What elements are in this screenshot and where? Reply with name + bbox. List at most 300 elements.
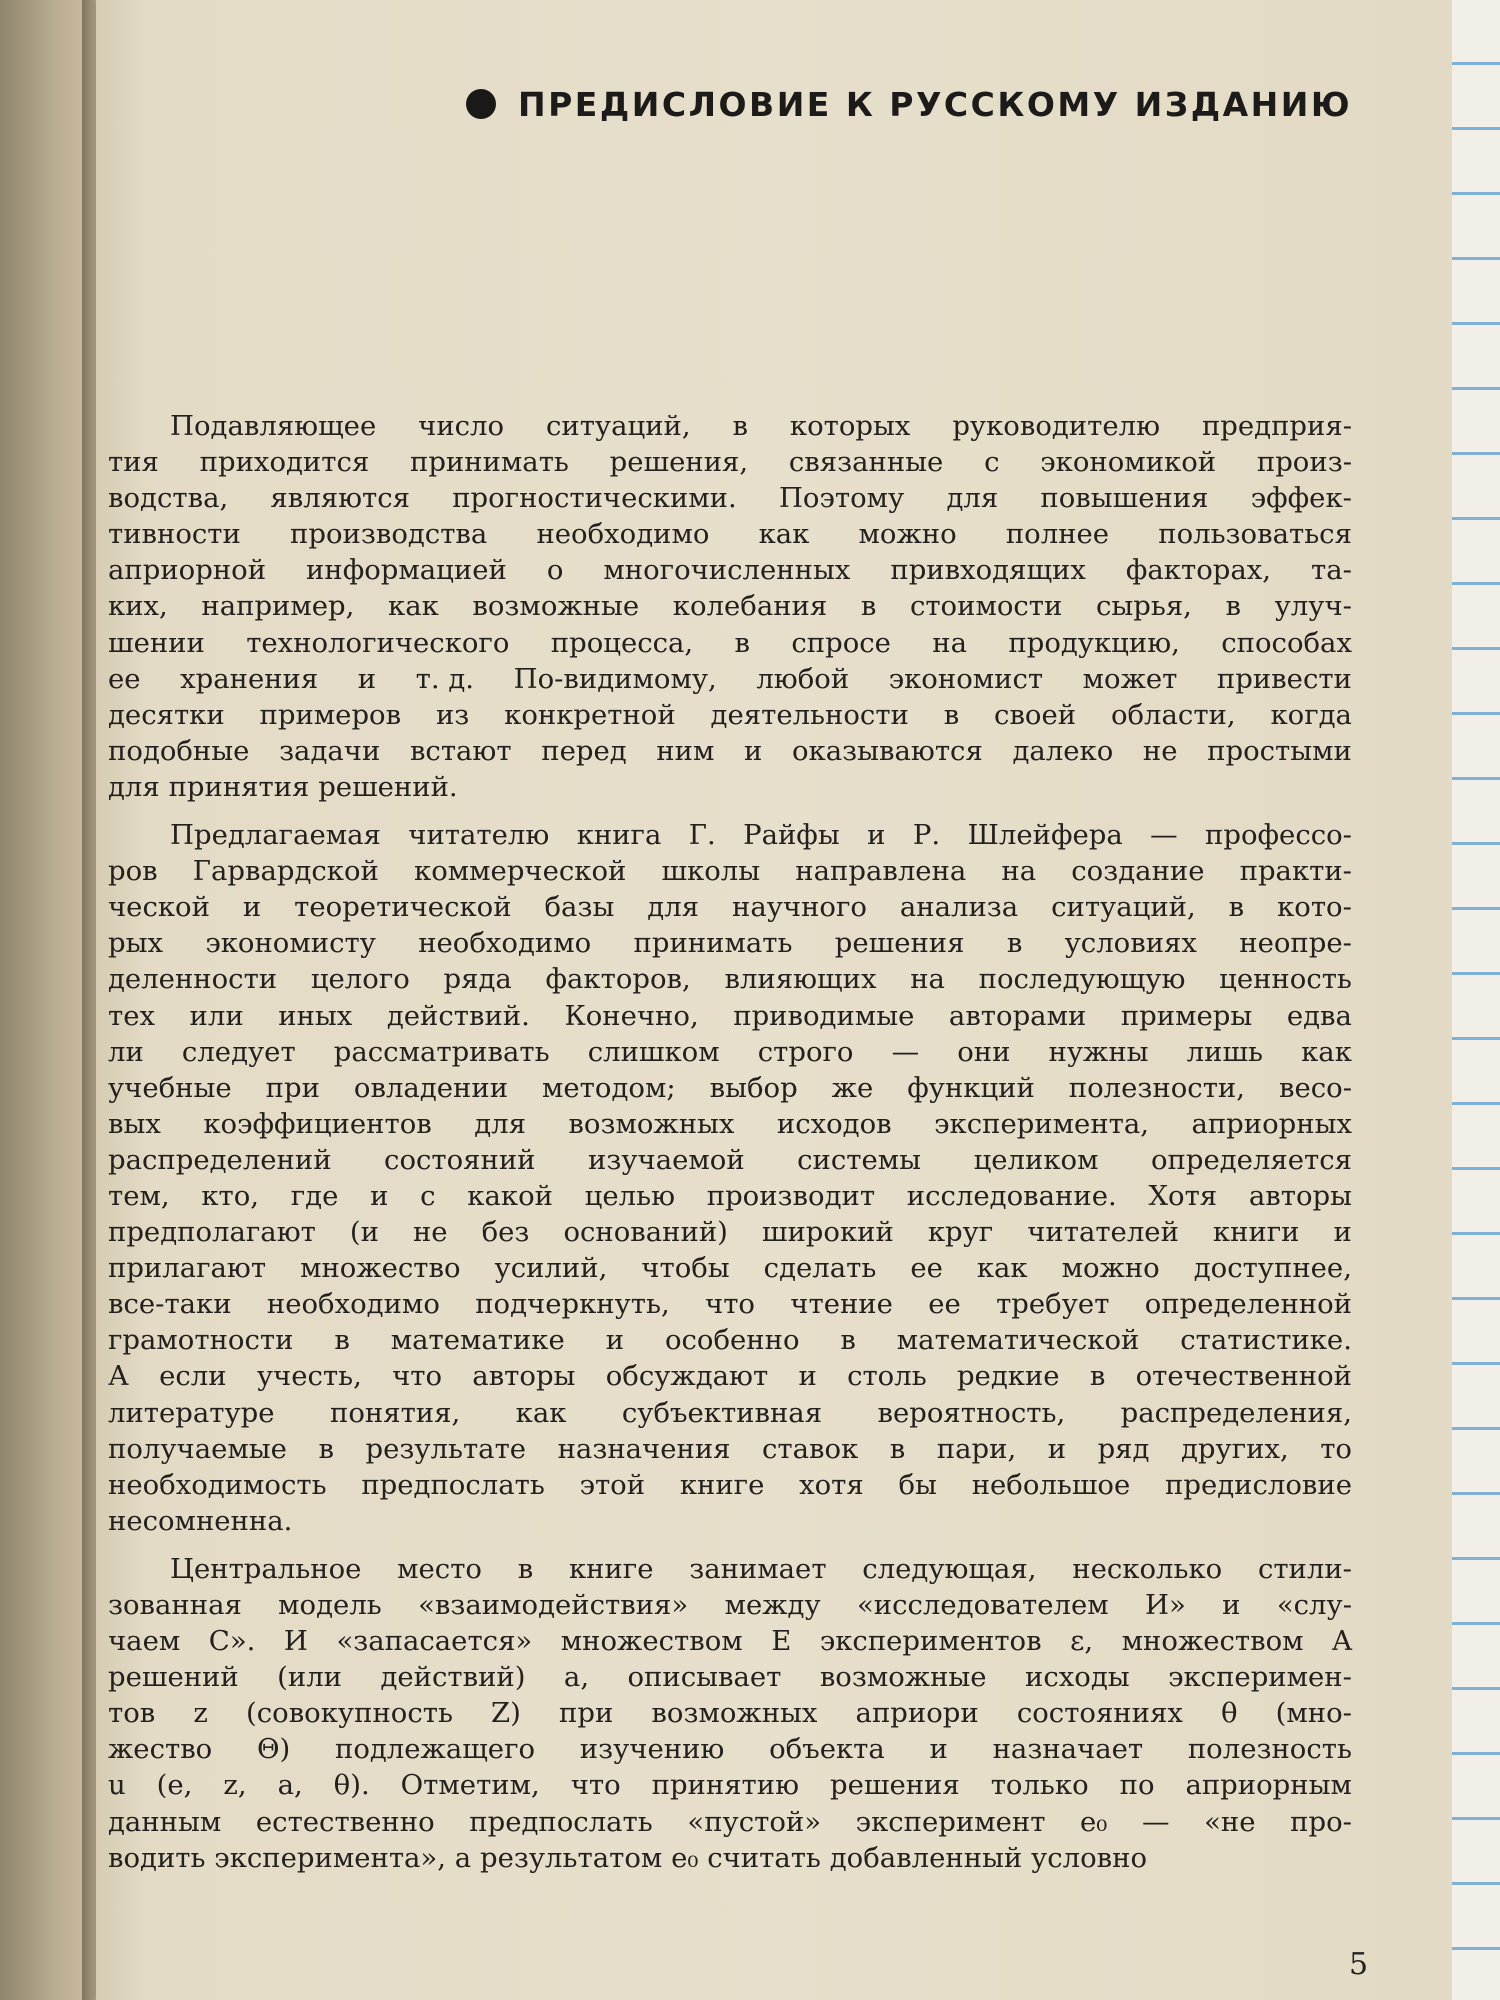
word: сделать	[763, 1252, 877, 1285]
word: весо-	[1278, 1071, 1352, 1104]
word: Центральное	[170, 1552, 362, 1585]
word: чтобы	[641, 1252, 730, 1285]
word: где	[290, 1179, 339, 1212]
text-line	[108, 1731, 1352, 1767]
word: стили-	[1257, 1552, 1352, 1585]
word: оказываются	[791, 734, 983, 767]
text-line	[108, 408, 1352, 444]
word: необходимо	[536, 518, 710, 551]
word: Подавляющее	[170, 410, 377, 442]
word: ним	[656, 734, 715, 767]
word: множеством	[1121, 1625, 1304, 1658]
text-line	[108, 769, 1352, 805]
word: эффек-	[1250, 482, 1352, 515]
word: что	[392, 1360, 443, 1393]
word: редкие	[956, 1360, 1060, 1393]
word: с	[420, 1179, 436, 1212]
word: и	[1333, 1216, 1352, 1249]
word: отечественной	[1135, 1360, 1352, 1393]
word: «исследователем	[856, 1589, 1109, 1621]
word: спросе	[791, 626, 891, 659]
word: —	[1141, 1805, 1170, 1838]
word: объекта	[769, 1733, 885, 1766]
word: в	[1225, 590, 1242, 623]
word: математической	[896, 1324, 1140, 1357]
word: и	[370, 1179, 389, 1212]
word: можно	[1061, 1252, 1160, 1285]
word: практи-	[1239, 855, 1352, 888]
word: в	[517, 1552, 534, 1585]
word: действий)	[380, 1661, 526, 1694]
word: А	[108, 1360, 129, 1393]
word: ее	[928, 1288, 961, 1321]
word: (e,	[156, 1769, 193, 1802]
word: неопре-	[1239, 927, 1352, 960]
word: состояниях	[1016, 1697, 1183, 1730]
text-line	[108, 588, 1352, 624]
word: и	[357, 662, 377, 695]
word: принятию	[651, 1769, 800, 1802]
word: широкий	[761, 1216, 894, 1249]
word: экономисту	[205, 927, 376, 960]
word: та-	[1311, 554, 1352, 587]
word: следующая,	[862, 1552, 1037, 1585]
word: строго	[757, 1035, 854, 1068]
word: при	[559, 1697, 614, 1730]
word: e₀	[671, 1841, 699, 1874]
word: приходится	[199, 446, 370, 479]
word: подобные	[108, 734, 250, 767]
word: и	[1222, 1589, 1241, 1621]
text-line	[108, 1767, 1352, 1803]
word: состояний	[384, 1143, 536, 1176]
text-line	[108, 1659, 1352, 1695]
body-text	[108, 408, 1352, 1876]
word: коэффициентов	[203, 1107, 432, 1140]
word: в	[334, 1324, 350, 1357]
word: Отметим,	[400, 1769, 540, 1802]
text-line	[108, 1070, 1352, 1106]
text-line	[108, 1034, 1352, 1070]
word: многочисленных	[603, 554, 851, 587]
word: перед	[541, 734, 627, 767]
word: ситуаций,	[545, 410, 691, 442]
word: и	[744, 734, 763, 767]
word: зованная	[108, 1589, 242, 1621]
text-line	[108, 1467, 1352, 1503]
word: С».	[208, 1625, 256, 1658]
word: Хотя	[1148, 1179, 1218, 1212]
text-line	[108, 1623, 1352, 1659]
word: приводимые	[733, 999, 915, 1032]
word: без	[481, 1216, 530, 1249]
word: z,	[223, 1769, 247, 1802]
word: ческой	[108, 891, 210, 924]
text-line	[108, 444, 1352, 480]
word: решений	[108, 1661, 239, 1694]
word: методом;	[542, 1071, 676, 1104]
word: θ	[1220, 1697, 1238, 1730]
word: десятки	[108, 698, 225, 731]
word: книге	[568, 1552, 654, 1585]
word: только	[990, 1769, 1089, 1802]
word: и	[867, 819, 886, 852]
word: произ-	[1256, 446, 1352, 479]
word: следует	[181, 1035, 296, 1068]
word: условно	[1031, 1841, 1148, 1874]
word: информацией	[306, 554, 507, 587]
word: производства	[290, 518, 488, 551]
word: на	[932, 626, 968, 659]
word: как	[976, 1252, 1028, 1285]
word: что	[570, 1769, 621, 1802]
word: назначает	[992, 1733, 1144, 1766]
word: результатом	[480, 1841, 663, 1874]
text-line	[108, 697, 1352, 733]
word: научного	[731, 891, 867, 924]
word: принимать	[410, 446, 569, 479]
word: в	[732, 410, 748, 442]
word: любой	[756, 662, 850, 695]
text-line	[108, 1587, 1352, 1623]
word: возможных	[651, 1697, 818, 1730]
word: на	[1001, 855, 1037, 888]
word: и	[929, 1733, 948, 1766]
text-line	[108, 480, 1352, 516]
text-line	[108, 925, 1352, 961]
word: Гарвардской	[192, 855, 379, 888]
text-line	[108, 1840, 1352, 1876]
word: усилий,	[494, 1252, 608, 1285]
word: прилагают	[108, 1252, 267, 1285]
word: множество	[300, 1252, 461, 1285]
word: ставок	[762, 1432, 859, 1465]
paragraph-gap	[108, 805, 1352, 817]
text-line	[108, 889, 1352, 925]
word: факторов,	[545, 963, 691, 996]
word: то	[1320, 1432, 1352, 1465]
word: a,	[277, 1769, 303, 1802]
word: понятия,	[330, 1396, 461, 1429]
word: нужны	[1048, 1035, 1149, 1068]
word: привходящих	[890, 554, 1086, 587]
word: И	[283, 1625, 308, 1658]
word: принятия	[168, 770, 310, 803]
word: учебные	[108, 1071, 232, 1104]
word: ε,	[1070, 1625, 1094, 1658]
word: z	[193, 1697, 208, 1730]
word: «пустой»	[687, 1805, 822, 1838]
text-line	[108, 961, 1352, 997]
word: «не	[1204, 1805, 1256, 1838]
word: подлежащего	[334, 1733, 536, 1766]
word: оснований)	[563, 1216, 728, 1249]
chapter-title: ПРЕДИСЛОВИЕ К РУССКОМУ ИЗДАНИЮ	[518, 84, 1353, 124]
word: (мно-	[1275, 1697, 1352, 1730]
word: полнее	[1005, 518, 1110, 551]
word: ряд	[1097, 1432, 1150, 1465]
word: авторы	[472, 1360, 576, 1393]
word: априори	[855, 1697, 979, 1730]
word: т. д.	[415, 662, 475, 695]
word: ценность	[1219, 963, 1352, 996]
word: для	[108, 770, 160, 803]
word: других,	[1180, 1432, 1289, 1465]
word: Предлагаемая	[170, 819, 381, 852]
bullet-icon	[466, 89, 496, 119]
word: какой	[467, 1179, 553, 1212]
word: u	[108, 1769, 126, 1802]
word: возможные	[819, 1661, 987, 1694]
word: естественно	[255, 1805, 435, 1838]
word: в	[840, 1324, 856, 1357]
word: Шлейфера	[967, 819, 1123, 852]
word: создание	[1071, 855, 1205, 888]
word: решения,	[609, 446, 749, 479]
word: с	[984, 446, 1000, 479]
word: книга	[576, 819, 662, 852]
word: жество	[108, 1733, 213, 1766]
page-number: 5	[1349, 1947, 1369, 1982]
word: «слу-	[1276, 1589, 1352, 1621]
word: особенно	[664, 1324, 800, 1357]
text-line	[108, 817, 1352, 853]
word: профессо-	[1205, 819, 1352, 852]
word: а	[454, 1841, 472, 1874]
text-line	[108, 516, 1352, 552]
word: как	[1301, 1035, 1352, 1068]
word: улуч-	[1274, 590, 1352, 623]
word: чаем	[108, 1625, 181, 1658]
word: как	[758, 518, 810, 551]
word: можно	[858, 518, 957, 551]
word: базы	[544, 891, 615, 924]
word: ситуаций,	[1051, 891, 1196, 924]
word: целого	[310, 963, 410, 996]
word: когда	[1270, 698, 1352, 731]
word: исследование.	[906, 1179, 1117, 1212]
text-line	[108, 1395, 1352, 1431]
word: определенной	[1144, 1288, 1352, 1321]
word: для	[647, 891, 700, 924]
word: Райфы	[743, 819, 840, 852]
word: встают	[409, 734, 512, 767]
word: в	[318, 1432, 334, 1465]
word: занимает	[689, 1552, 827, 1585]
word: решения	[834, 927, 965, 960]
word: экспериментов	[819, 1625, 1042, 1658]
word: A	[1332, 1625, 1352, 1658]
word: тех	[108, 999, 155, 1032]
word: простыми	[1207, 734, 1352, 767]
word: чтение	[790, 1288, 893, 1321]
text-line	[108, 1695, 1352, 1731]
word: прогностическими.	[452, 482, 737, 515]
word: —	[891, 1035, 920, 1068]
word: θ).	[333, 1769, 370, 1802]
word: Θ)	[256, 1733, 291, 1766]
word: условиях	[1064, 927, 1197, 960]
word: ее	[910, 1252, 943, 1285]
word: далеко	[1012, 734, 1114, 767]
word: доступнее,	[1193, 1252, 1352, 1285]
chapter-header	[466, 76, 1352, 132]
word: в	[943, 698, 960, 731]
word: исходы	[1025, 1661, 1130, 1694]
word: руководителю	[952, 410, 1161, 442]
word: не	[1142, 734, 1178, 767]
word: экономист	[888, 662, 1044, 695]
word: вых	[108, 1107, 161, 1140]
word: полезности,	[1068, 1071, 1245, 1104]
word: тивности	[108, 518, 241, 551]
word: ли	[108, 1035, 144, 1068]
word: теоретической	[294, 891, 512, 924]
word: полезность	[1187, 1733, 1352, 1766]
word: считать	[707, 1841, 821, 1874]
word: ряда	[443, 963, 512, 996]
word: необходимо	[418, 927, 592, 960]
word: последующую	[978, 963, 1186, 996]
word: способах	[1221, 626, 1352, 659]
word: добавленный	[829, 1841, 1023, 1874]
word: (совокупность	[246, 1697, 453, 1730]
word: они	[957, 1035, 1011, 1068]
word: Конечно,	[564, 999, 699, 1032]
word: (или	[277, 1661, 343, 1694]
word: книге	[679, 1468, 765, 1501]
word: водить	[108, 1841, 206, 1874]
text-line	[108, 1431, 1352, 1467]
word: из	[435, 698, 470, 731]
word: тов	[108, 1697, 156, 1730]
word: столь	[847, 1360, 927, 1393]
word: И»	[1145, 1589, 1186, 1621]
word: распределений	[108, 1143, 332, 1176]
text-line	[108, 1322, 1352, 1358]
word: необходимость	[108, 1468, 327, 1501]
word: «взаимодействия»	[418, 1589, 689, 1621]
word: бы	[898, 1468, 937, 1501]
word: функций	[907, 1071, 1035, 1104]
word: эксперимента»,	[214, 1841, 446, 1874]
word: анализа	[899, 891, 1019, 924]
word: хотя	[799, 1468, 864, 1501]
word: примеров	[259, 698, 402, 731]
word: и	[1047, 1432, 1067, 1465]
word: читателю	[408, 819, 550, 852]
word: конкретной	[504, 698, 676, 731]
word: Р.	[912, 819, 941, 852]
word: круг	[927, 1216, 994, 1249]
word: место	[397, 1552, 482, 1585]
word: книги	[1212, 1216, 1300, 1249]
word: выбор	[709, 1071, 798, 1104]
word: при	[265, 1071, 320, 1104]
word: как	[388, 590, 439, 623]
word: же	[831, 1071, 874, 1104]
word: и	[798, 1360, 817, 1393]
text-line	[108, 853, 1352, 889]
word: пользоваться	[1158, 518, 1352, 551]
word: e₀	[1080, 1805, 1108, 1838]
word: авторы	[1248, 1179, 1352, 1212]
word: эксперимен-	[1168, 1661, 1352, 1694]
word: эксперимент	[855, 1805, 1046, 1838]
word: априорной	[108, 554, 267, 587]
word: ких,	[108, 590, 168, 623]
word: решений.	[318, 770, 458, 803]
word: в	[1089, 1360, 1106, 1393]
word: действий.	[386, 999, 530, 1032]
word: деленности	[108, 963, 278, 996]
word: деятельности	[710, 698, 909, 731]
word: направлена	[795, 855, 967, 888]
word: авторами	[948, 999, 1087, 1032]
text-line	[108, 733, 1352, 769]
word: несомненна.	[108, 1504, 293, 1537]
word: статистике.	[1180, 1324, 1352, 1357]
word: области,	[1110, 698, 1236, 731]
word: предпослать	[361, 1468, 545, 1501]
word: колебания	[672, 590, 828, 623]
word: для	[946, 482, 999, 515]
word: в	[889, 1432, 906, 1465]
text-line	[108, 1142, 1352, 1178]
word: иных	[278, 999, 353, 1032]
text-line	[108, 1250, 1352, 1286]
text-line	[108, 661, 1352, 697]
word: число	[418, 410, 505, 442]
word: E	[771, 1625, 792, 1658]
word: про-	[1290, 1805, 1352, 1838]
word: множеством	[560, 1625, 743, 1658]
word: лишь	[1186, 1035, 1263, 1068]
word: экономикой	[1040, 446, 1217, 479]
text-line	[108, 998, 1352, 1034]
word: литературе	[108, 1396, 275, 1429]
text-line	[108, 1503, 1352, 1539]
word: модель	[278, 1589, 382, 1621]
word: ров	[108, 855, 158, 888]
word: пари,	[936, 1432, 1017, 1465]
text-line	[108, 1358, 1352, 1394]
word: в	[1006, 927, 1023, 960]
word: Z)	[491, 1697, 521, 1730]
word: требует	[996, 1288, 1110, 1321]
word: тия	[108, 446, 159, 479]
word: распределения,	[1120, 1396, 1352, 1429]
word: продукцию,	[1008, 626, 1180, 659]
word: небольшое	[971, 1468, 1131, 1501]
word: факторах,	[1125, 554, 1272, 587]
word: априорных	[1191, 1107, 1352, 1140]
word: технологического	[246, 626, 510, 659]
word: математике	[390, 1324, 565, 1357]
word: описывает	[627, 1661, 782, 1694]
word: возможных	[568, 1107, 735, 1140]
word: примеры	[1120, 999, 1253, 1032]
word: (и	[349, 1216, 379, 1249]
word: данным	[108, 1805, 222, 1838]
word: шении	[108, 626, 205, 659]
word: исходов	[776, 1107, 892, 1140]
word: предпослать	[469, 1805, 653, 1838]
word: привести	[1216, 662, 1352, 695]
word: подчеркнуть,	[475, 1288, 670, 1321]
word: этой	[579, 1468, 646, 1501]
text-line	[108, 1214, 1352, 1250]
